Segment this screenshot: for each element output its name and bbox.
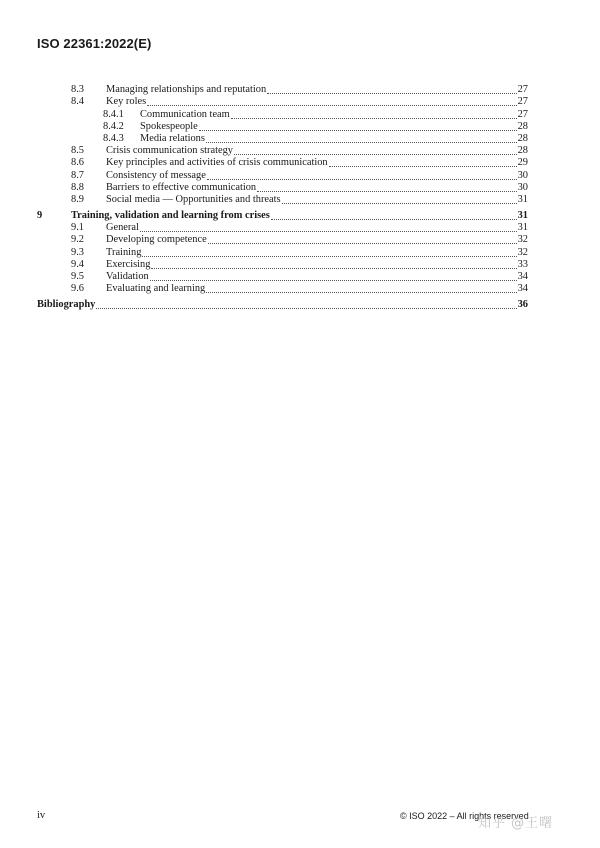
toc-entry-title: Communication team [140,108,230,120]
toc-entry[interactable] [37,145,528,157]
dot-leader [147,104,517,106]
toc-entry-title: Social media — Opportunities and threats [106,193,281,205]
toc-entry-page: 28 [517,132,528,144]
toc-entry[interactable] [37,246,528,258]
toc-entry-number: 9.2 [71,234,84,246]
dot-leader [199,129,517,131]
dot-leader [282,202,517,204]
toc-entry[interactable] [37,283,528,295]
toc-entry-number: 8.7 [71,169,84,181]
toc-entry-title: Training [106,246,142,258]
toc-entry-page: 29 [517,157,528,169]
watermark-logo: 知乎 @王曙 [478,816,554,831]
toc-entry-page: 30 [517,181,528,193]
dot-leader [142,255,516,257]
toc-entry-number: 8.4.3 [103,132,124,144]
toc-entry[interactable] [37,133,528,145]
toc-entry[interactable] [37,108,528,120]
toc-entry[interactable] [37,259,528,271]
toc-entry[interactable] [37,222,528,234]
toc-entry-title: Bibliography [37,299,96,311]
toc-entry-number: 8.4.2 [103,120,124,132]
toc-entry[interactable] [37,169,528,181]
toc-entry-page: 27 [517,96,528,108]
toc-entry-number: 9.1 [71,222,84,234]
toc-entry-number: 9.4 [71,258,84,270]
toc-entry-number: 8.8 [71,181,84,193]
dot-leader [207,178,517,180]
toc-entry-number: 8.6 [71,157,84,169]
toc-entry-title: Evaluating and learning [106,283,206,295]
toc-entry-page: 30 [517,169,528,181]
document-id-header: ISO 22361:2022(E) [37,36,152,51]
toc-entry-page: 32 [517,234,528,246]
toc-entry[interactable] [37,84,528,96]
dot-leader [234,153,517,155]
toc-entry-title: Barriers to effective communication [106,181,257,193]
toc-entry-title: Spokespeople [140,120,198,132]
toc-entry-title: General [106,222,139,234]
dot-leader [140,230,517,232]
dot-leader [206,141,517,143]
toc-entry-title: Media relations [140,132,205,144]
dot-leader [257,190,516,192]
toc-entry-number: 9 [37,210,43,222]
toc-entry[interactable] [37,194,528,206]
toc-entry-page: 31 [517,222,528,234]
toc-entry-number: 8.4 [71,96,84,108]
toc-entry-number: 8.3 [71,84,84,96]
dot-leader [231,117,517,119]
toc-entry-page: 34 [517,283,528,295]
toc-entry[interactable] [37,96,528,108]
toc-entry-title: Consistency of message [106,169,206,181]
toc-entry[interactable] [37,182,528,194]
dot-leader [329,165,517,167]
toc-entry-page: 27 [517,84,528,96]
toc-entry[interactable] [37,299,528,311]
toc-entry-number: 8.4.1 [103,108,124,120]
toc-entry-number: 9.5 [71,271,84,282]
toc-entry-title: Validation [106,271,149,282]
dot-leader [208,242,517,244]
toc-entry-page: 33 [517,258,528,270]
dot-leader [151,267,516,269]
page-number: iv [37,810,46,821]
toc-entry-page: 36 [517,299,528,311]
toc-entry-number: 9.6 [71,283,84,295]
toc-entry-number: 9.3 [71,246,84,258]
toc-entry-page: 34 [517,271,528,282]
toc-entry-title: Key roles [106,96,147,108]
toc-entry-number: 8.9 [71,193,84,205]
dot-leader [206,291,516,293]
toc-entry-page: 28 [517,145,528,157]
toc-entry[interactable] [37,157,528,169]
toc-entry[interactable] [37,210,528,222]
toc-entry-title: Developing competence [106,234,207,246]
toc-entry-number: 8.5 [71,145,84,157]
toc-entry-page: 31 [517,193,528,205]
toc-entry-title: Managing relationships and reputation [106,84,267,96]
dot-leader [96,307,516,309]
toc-entry-title: Key principles and activities of crisis communication [106,157,328,169]
toc-entry-page: 32 [517,246,528,258]
toc-entry-title: Exercising [106,258,151,270]
toc-entry[interactable] [37,121,528,133]
toc-entry[interactable] [37,271,528,283]
toc-entry-title: Training, validation and learning from crises [71,210,270,222]
dot-leader [271,218,517,220]
dot-leader [267,92,516,94]
toc-entry-page: 31 [517,210,528,222]
table-of-contents [37,84,528,311]
toc-entry-page: 27 [517,108,528,120]
toc-entry-page: 28 [517,120,528,132]
copyright-notice: © ISO 2022 – All rights reserved [400,811,529,821]
toc-entry[interactable] [37,234,528,246]
toc-entry-title: Crisis communication strategy [106,145,233,157]
dot-leader [150,279,517,281]
